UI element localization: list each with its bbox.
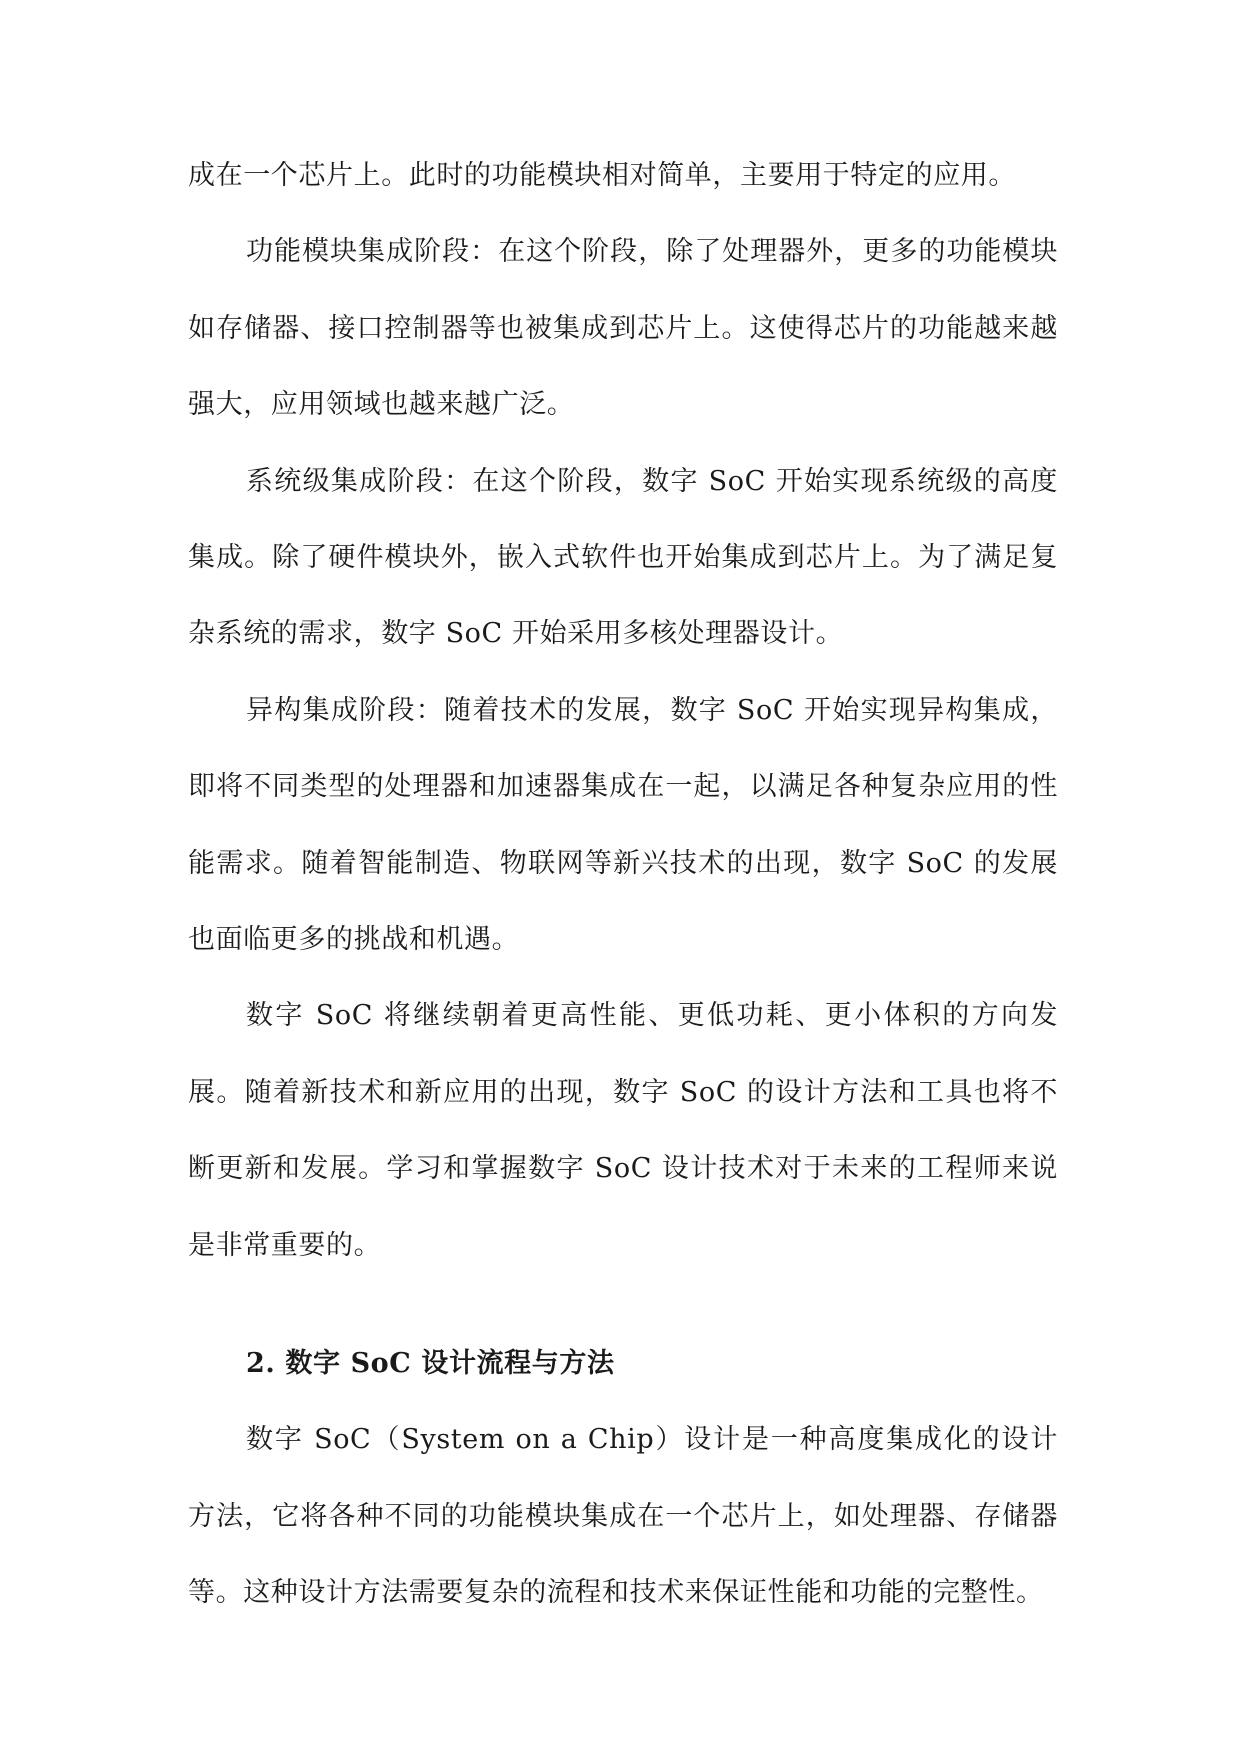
paragraph-system-level-stage: 系统级集成阶段：在这个阶段，数字 SoC 开始实现系统级的高度集成。除了硬件模块外，嵌入式软件也开始集成到芯片上。为了满足复杂系统的需求，数字 SoC 开始采用多核处理器设计。 xyxy=(188,465,1058,650)
document-body xyxy=(188,138,1058,1631)
section-heading: 2. 数字 SoC 设计流程与方法 xyxy=(246,1348,615,1380)
paragraph-functional-module-stage: 功能模块集成阶段：在这个阶段，除了处理器外，更多的功能模块如存储器、接口控制器等也被集成到芯片上。这使得芯片的功能越来越强大，应用领域也越来越广泛。 xyxy=(188,236,1058,421)
paragraph-future-outlook: 数字 SoC 将继续朝着更高性能、更低功耗、更小体积的方向发展。随着新技术和新应用的出现，数字 SoC 的设计方法和工具也将不断更新和发展。学习和掌握数字 SoC 设计技术对于未来的工程师来说是非常重要的。 xyxy=(188,1000,1058,1261)
paragraph-soc-design-intro: 数字 SoC（System on a Chip）设计是一种高度集成化的设计方法，它将各种不同的功能模块集成在一个芯片上，如处理器、存储器等。这种设计方法需要复杂的流程和技术来保证性能和功能的完整性。 xyxy=(188,1424,1058,1608)
paragraph-continuation: 成在一个芯片上。此时的功能模块相对简单，主要用于特定的应用。 xyxy=(188,160,1016,191)
paragraph-heterogeneous-stage: 异构集成阶段：随着技术的发展，数字 SoC 开始实现异构集成，即将不同类型的处理器和加速器集成在一起，以满足各种复杂应用的性能需求。随着智能制造、物联网等新兴技术的出现，数字 SoC 的发展也面临更多的挑战和机遇。 xyxy=(188,694,1058,956)
